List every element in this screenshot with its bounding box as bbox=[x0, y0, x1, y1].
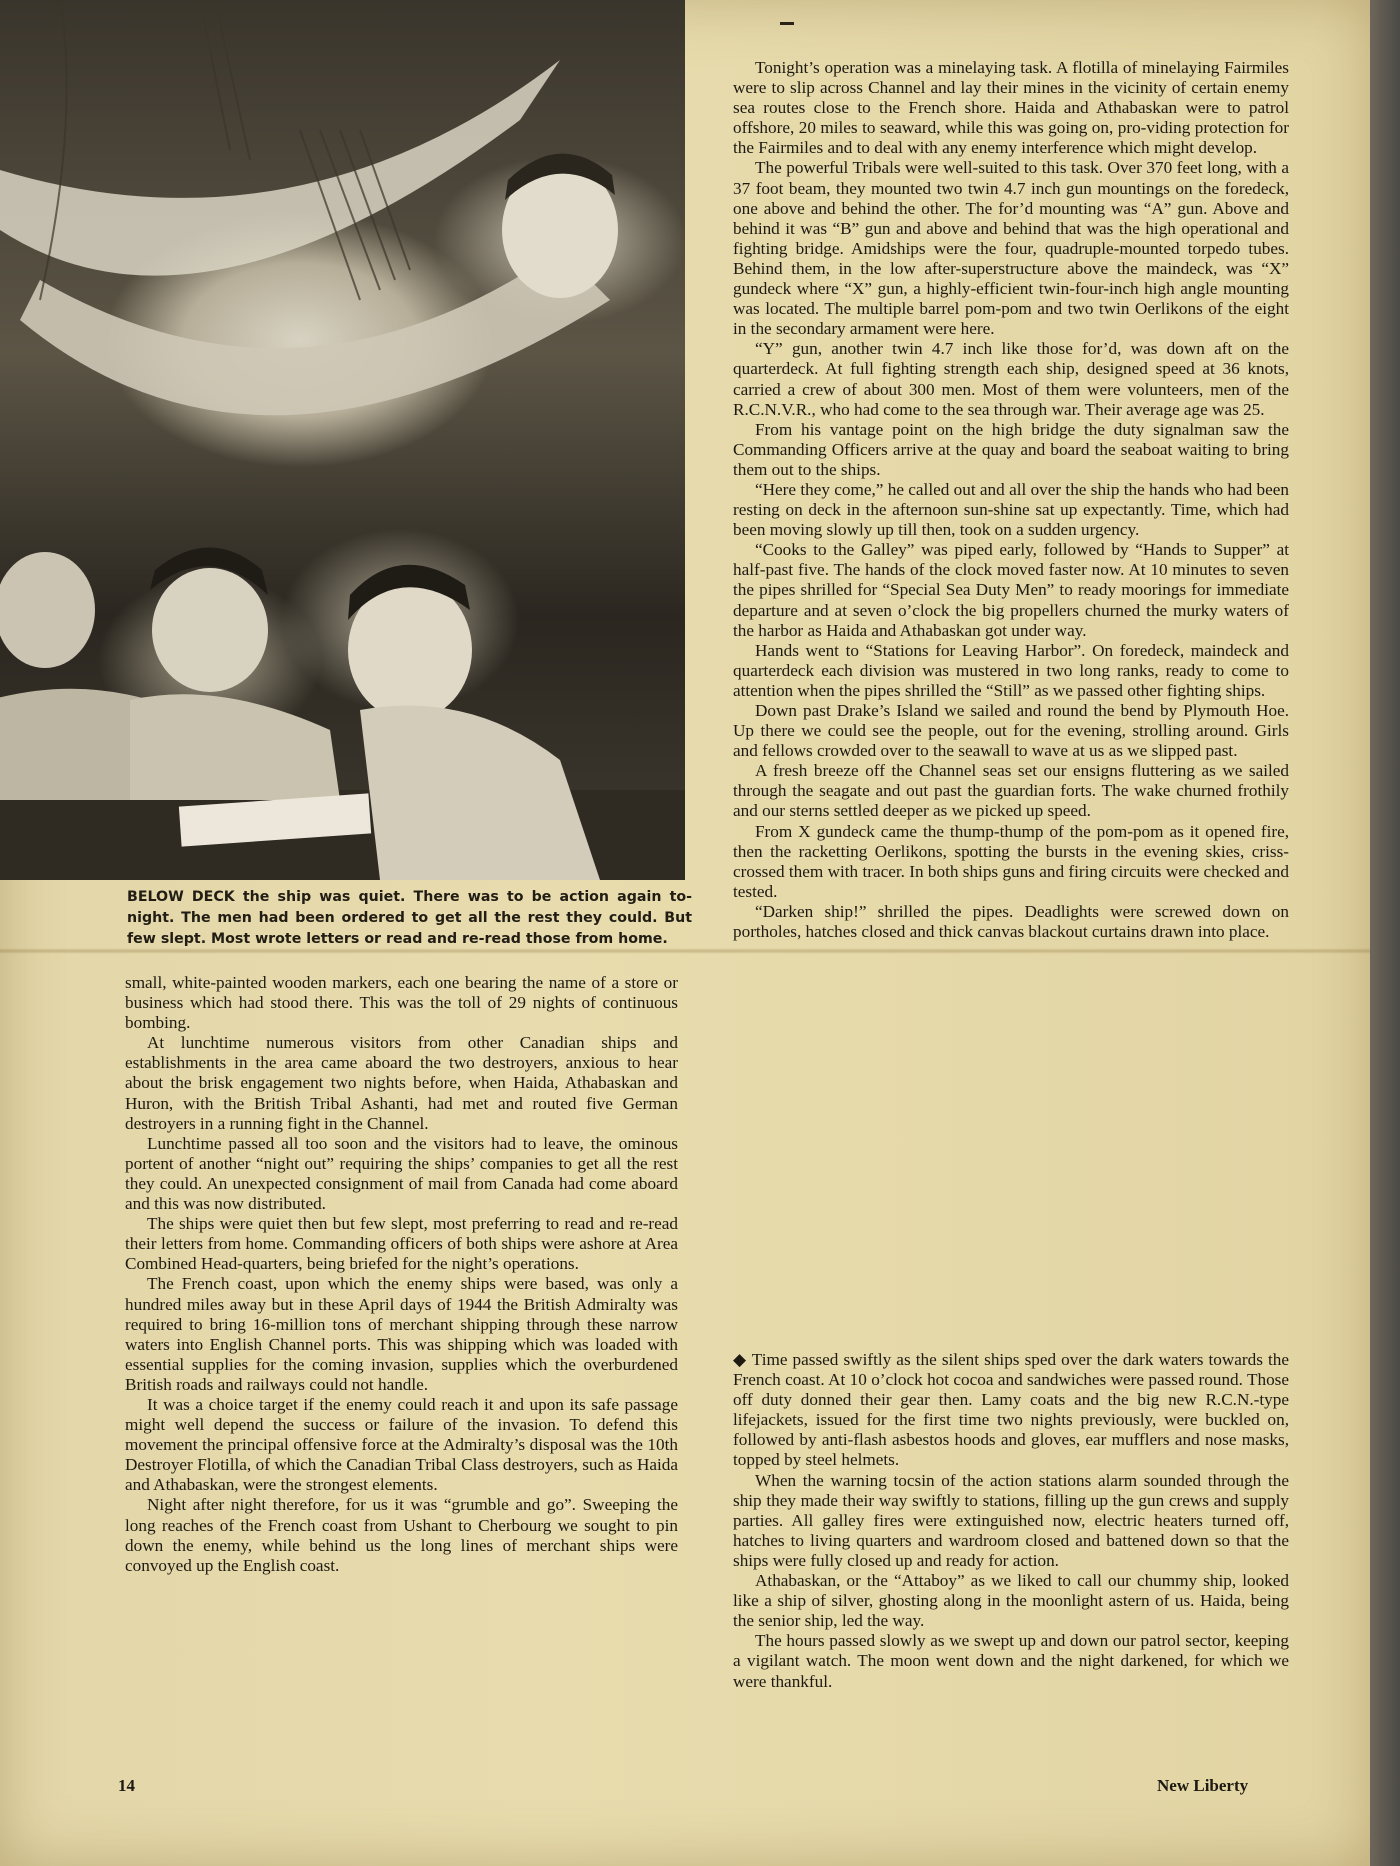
paragraph: The French coast, upon which the enemy ships were based, was only a hundred miles away but in these April days of 1944 the British Admiralty was required to bring 16-million tons of merchant shipping through these narrow waters into English Channel ports. This was shipping which was loaded with essential supplies for the coming invasion, supplies which the overburdened British roads and railways could not handle. bbox=[125, 1274, 678, 1394]
top-dash bbox=[780, 22, 794, 25]
photo-caption: BELOW DECK the ship was quiet. There was to be action again to-night. The men had been ordered to get all the rest they could. But few slept. Most wrote letters or read and re-read those from home. bbox=[127, 889, 692, 947]
paragraph: Athabaskan, or the “Attaboy” as we liked to call our chummy ship, looked like a ship of silver, ghosting along in the moonlight astern of us. Haida, being the senior ship, led the way. bbox=[733, 1571, 1289, 1631]
paper-fold-crease bbox=[0, 948, 1370, 954]
paragraph: “Cooks to the Galley” was piped early, followed by “Hands to Supper” at half-past five. The hands of the clock moved faster now. At 10 minutes to seven the pipes shrilled for “Special Sea Duty Men” to ready moorings for immediate departure and at seven o’clock the big propellers churned the murky waters of the harbor as Haida and Athabaskan got under way. bbox=[733, 540, 1289, 640]
article-column-left bbox=[125, 973, 678, 1576]
page-edge-background bbox=[1370, 0, 1400, 1866]
paragraph: The powerful Tribals were well-suited to this task. Over 370 feet long, with a 37 foot beam, they mounted two twin 4.7 inch gun mountings on the foredeck, one above and behind the other. The for’d mounting was “A” gun. Above and behind it was “B” gun and above and behind that was the high operational and fighting bridge. Amidships were the four, quadruple-mounted torpedo tubes. Behind them, in the low after-superstructure above the maindeck, was “X” gundeck where “X” gun, a highly-efficient twin-four-inch high angle mounting was located. The multiple barrel pom-pom and two twin Oerlikons of the eight in the secondary armament were here. bbox=[733, 158, 1289, 339]
sailor-right-body bbox=[360, 706, 600, 880]
paragraph: At lunchtime numerous visitors from other Canadian ships and establishments in the area came aboard the two destroyers, anxious to hear about the brisk engagement two nights before, when Haida, Athabaskan and Huron, with the British Tribal Ashanti, had met and routed five German destroyers in a running fight in the Channel. bbox=[125, 1033, 678, 1133]
paragraph: From his vantage point on the high bridge the duty signalman saw the Commanding Officers arrive at the quay and board the seaboat waiting to bring them out to the ships. bbox=[733, 419, 1289, 479]
sailor-left bbox=[0, 552, 95, 668]
article-column-right-top bbox=[733, 58, 1289, 942]
paragraph: ◆ Time passed swiftly as the silent ships sped over the dark waters towards the French coast. At 10 o’clock hot cocoa and sandwiches were passed round. Those off duty donned their gear then. Lamy coats and the big new R.C.N.-type lifejackets, issued for the first time two nights previously, were buckled on, followed by anti-flash asbestos hoods and gloves, ear mufflers and nose masks, topped by steel helmets. bbox=[733, 1350, 1289, 1470]
paragraph: “Here they come,” he called out and all over the ship the hands who had been resting on deck in the afternoon sun-shine sat up expectantly. Time, which had been moving slowly up till then, took on a sudden urgency. bbox=[733, 479, 1289, 540]
paragraph: It was a choice target if the enemy could reach it and upon its safe passage might well depend the success or failure of the invasion. To defend this movement the principal offensive force at the Admiralty’s disposal was the 10th Destroyer Flotilla, of which the Canadian Tribal Class destroyers, such as Haida and Athabaskan, were the strongest elements. bbox=[125, 1394, 678, 1495]
paragraph: small, white-painted wooden markers, each one bearing the name of a store or business which had stood there. This was the toll of 29 nights of continuous bombing. bbox=[125, 973, 678, 1033]
hammock-upper bbox=[0, 60, 560, 276]
paragraph: The ships were quiet then but few slept, most preferring to read and re-read their letters from home. Commanding officers of both ships were ashore at Area Combined Head-quarters, being briefed for the night’s operations. bbox=[125, 1214, 678, 1274]
below-deck-photo bbox=[0, 0, 685, 880]
paragraph: When the warning tocsin of the action stations alarm sounded through the ship they made their way swiftly to stations, filling up the gun crews and supply parties. All galley fires were extinguished now, electric heaters turned off, hatches to living quarters and wardroom closed and battened down so that the ships were fully closed up and ready for action. bbox=[733, 1470, 1289, 1570]
page-number: 14 bbox=[118, 1776, 135, 1795]
paragraph: Night after night therefore, for us it was “grumble and go”. Sweeping the long reaches of the French coast from Ushant to Cherbourg we sought to pin down the enemy, while behind us the long lines of merchant ships were convoyed up the English coast. bbox=[125, 1495, 678, 1575]
paragraph: Lunchtime passed all too soon and the visitors had to leave, the ominous portent of another “night out” requiring the ships’ companies to get all the rest they could. An unexpected consignment of mail from Canada had come aboard and this was now distributed. bbox=[125, 1133, 678, 1214]
sailor-center bbox=[152, 568, 268, 692]
paragraph: Tonight’s operation was a minelaying task. A flotilla of minelaying Fairmiles were to slip across Channel and lay their mines in the vicinity of certain enemy sea routes close to the French shore. Haida and Athabaskan were to patrol offshore, 20 miles to seaward, while this was going on, pro-viding protection for the Fairmiles and to deal with any enemy interference which might develop. bbox=[733, 58, 1289, 158]
photo-illustration bbox=[0, 0, 685, 880]
sailor-center-body bbox=[130, 694, 340, 800]
paragraph: From X gundeck came the thump-thump of the pom-pom as it opened fire, then the racketting Oerlikons, spotting the bursts in the evening skies, criss-crossed them with tracer. In both ships guns and firing circuits were checked and tested. bbox=[733, 821, 1289, 901]
paragraph: Down past Drake’s Island we sailed and round the bend by Plymouth Hoe. Up there we could see the people, out for the evening, strolling around. Girls and fellows crowded over to the seawall to wave at us as we slipped past. bbox=[733, 701, 1289, 761]
paragraph: The hours passed slowly as we swept up and down our patrol sector, keeping a vigilant watch. The moon went down and the night darkened, for which we were thankful. bbox=[733, 1631, 1289, 1691]
article-column-right-bottom bbox=[733, 1350, 1289, 1692]
paragraph: Hands went to “Stations for Leaving Harbor”. On foredeck, maindeck and quarterdeck each division was mustered in two long ranks, ready to come to attention when the pipes shrilled the “Still” as we passed other fighting ships. bbox=[733, 640, 1289, 700]
paragraph: “Darken ship!” shrilled the pipes. Deadlights were screwed down on portholes, hatches closed and thick canvas blackout curtains drawn into place. bbox=[733, 901, 1289, 942]
paragraph: “Y” gun, another twin 4.7 inch like those for’d, was down aft on the quarterdeck. At full fighting strength each ship, designed speed at 36 knots, carried a crew of about 300 men. Most of them were volunteers, men of the R.C.N.V.R., who had come to the sea through war. Their average age was 25. bbox=[733, 339, 1289, 419]
magazine-title: New Liberty bbox=[1157, 1776, 1249, 1795]
paragraph: A fresh breeze off the Channel seas set our ensigns fluttering as we sailed through the seagate and out past the guardian forts. The wake churned frothily and our sterns settled deeper as we picked up speed. bbox=[733, 761, 1289, 821]
